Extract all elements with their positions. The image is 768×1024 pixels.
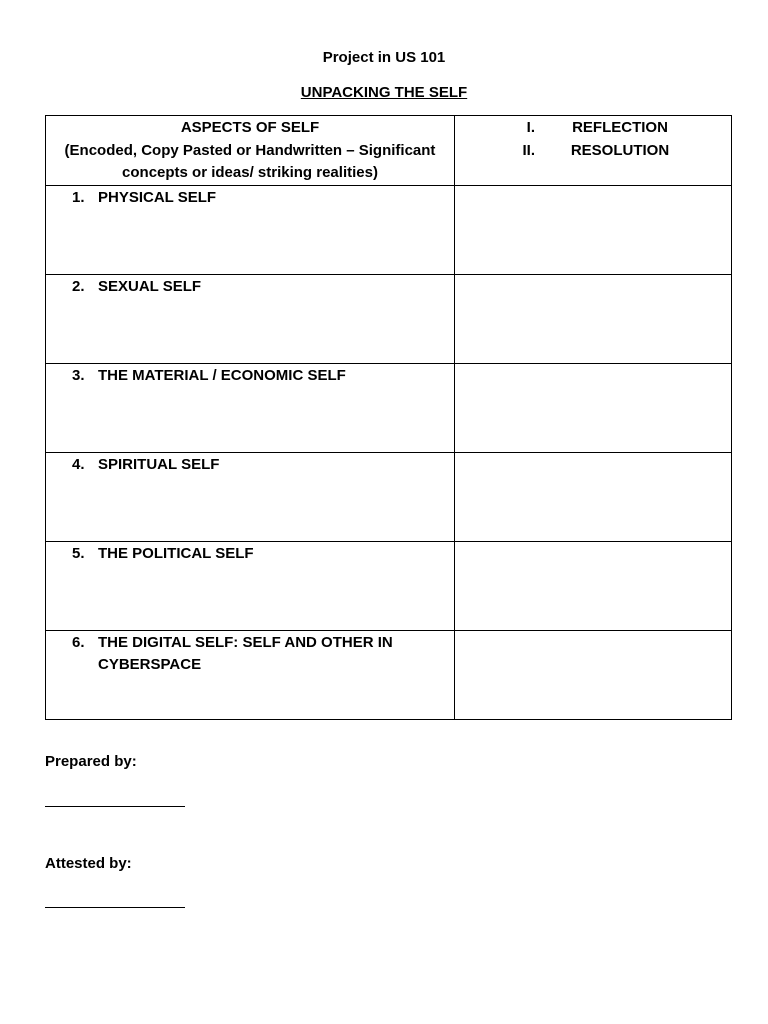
aspect-cell <box>46 630 455 719</box>
prepared-by-signature-line[interactable] <box>45 806 185 807</box>
aspects-header-line: ASPECTS OF SELF <box>180 119 320 136</box>
reflection-heading <box>455 117 731 140</box>
response-cell[interactable] <box>455 630 732 719</box>
roman-numeral: I. <box>526 119 535 136</box>
table-row <box>46 274 732 363</box>
response-cell[interactable] <box>455 363 732 452</box>
response-cell[interactable] <box>455 541 732 630</box>
item-number: 5. <box>72 544 85 562</box>
aspect-cell <box>46 363 455 452</box>
resolution-label: RESOLUTION <box>570 141 670 159</box>
table-row <box>46 452 732 541</box>
roman-numeral: II. <box>522 141 535 159</box>
response-cell[interactable] <box>455 452 732 541</box>
response-cell[interactable] <box>455 274 732 363</box>
aspects-table <box>45 115 732 720</box>
aspect-label: THE MATERIAL / ECONOMIC SELF <box>98 366 346 384</box>
reflection-label: REFLECTION <box>572 119 668 136</box>
aspect-label: SEXUAL SELF <box>98 277 202 295</box>
aspect-cell <box>46 185 455 274</box>
aspects-header-line: (Encoded, Copy Pasted or Handwritten – Significant <box>64 141 436 159</box>
header-cell-aspects <box>46 116 455 186</box>
resolution-heading <box>455 140 731 163</box>
table-row <box>46 363 732 452</box>
aspect-cell <box>46 541 455 630</box>
aspect-label: PHYSICAL SELF <box>98 188 217 206</box>
attested-by-label: Attested by: <box>45 855 132 872</box>
aspect-label: THE DIGITAL SELF: SELF AND OTHER IN CYBERSPACE <box>98 633 393 673</box>
document-subtitle: UNPACKING THE SELF <box>300 84 468 101</box>
item-number: 2. <box>72 277 85 295</box>
header-cell-reflection-resolution <box>455 116 732 186</box>
aspect-cell <box>46 452 455 541</box>
aspect-cell <box>46 274 455 363</box>
response-cell[interactable] <box>455 185 732 274</box>
item-number: 6. <box>72 633 85 651</box>
item-number: 1. <box>72 188 85 206</box>
table-row <box>46 185 732 274</box>
prepared-by-label: Prepared by: <box>45 753 137 770</box>
aspect-label: THE POLITICAL SELF <box>98 544 254 562</box>
attested-by-signature-line[interactable] <box>45 907 185 908</box>
aspects-header-line: concepts or ideas/ striking realities) <box>122 164 378 181</box>
table-header-row <box>46 116 732 186</box>
document-title: Project in US 101 <box>322 49 446 66</box>
aspect-label: SPIRITUAL SELF <box>98 455 220 473</box>
table-row <box>46 541 732 630</box>
item-number: 4. <box>72 455 85 473</box>
item-number: 3. <box>72 366 85 384</box>
table-row <box>46 630 732 719</box>
